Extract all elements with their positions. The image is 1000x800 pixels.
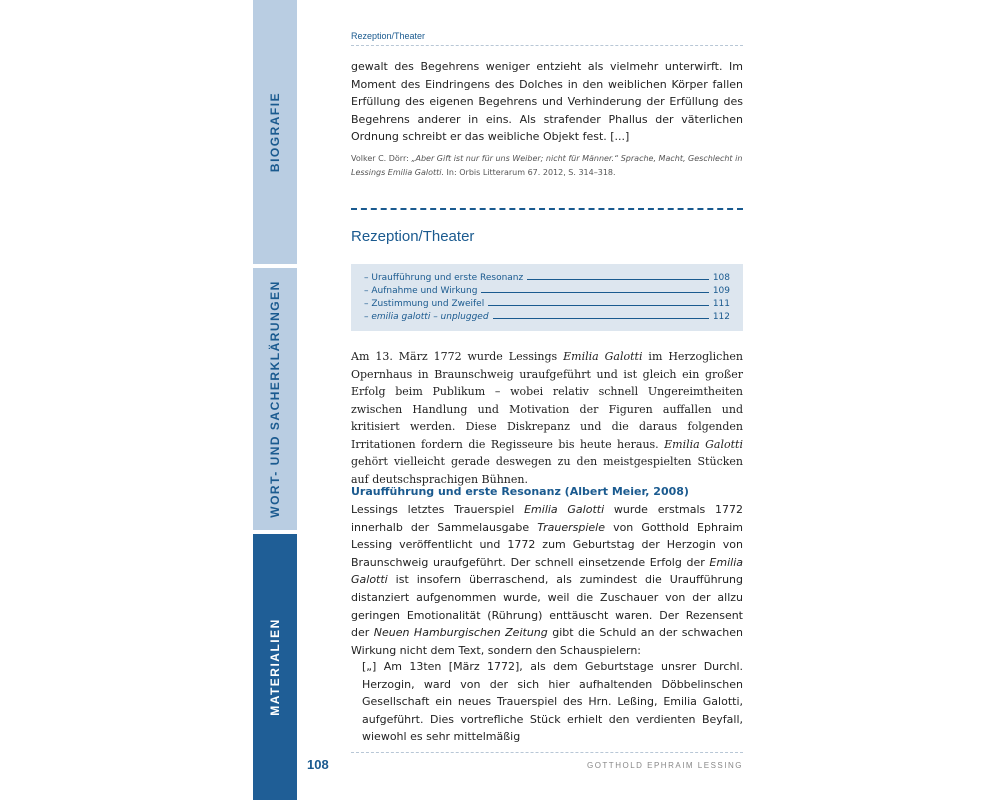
toc-item[interactable] <box>364 296 730 309</box>
intro-text: gehört vielleicht gerade deswegen zu den meistgespielten Stücken auf deutschsprachigen Bühnen. <box>351 455 743 486</box>
body-text: wurde erstmals 1772 innerhalb der Sammelausgabe <box>351 503 744 534</box>
citation-title: „Aber Gift ist nur für uns Weiber; nicht für Männer.“ Sprache, Macht, Geschlecht in Lessings Emilia Galotti. <box>351 154 743 177</box>
block-quote: [„] Am 13ten [März 1772], als dem Geburtstage unsrer Durchl. Herzogin, ward von der sich hier aufhaltenden Döbbelinschen Gesellschaft ein neues Trauerspiel des Hrn. Leßing, Emilia Galotti, aufgeführt. Dies vortrefliche Stück erhielt den verdienten Beyfall, wiewohl es sehr mittelmäßig <box>362 660 743 744</box>
body-italic: Emilia Galotti <box>524 503 605 516</box>
section-divider <box>351 208 743 210</box>
intro-text: Am 13. März 1772 wurde Lessings <box>351 350 564 363</box>
tab-materialien[interactable] <box>253 534 297 800</box>
tab-materialien-label: MATERIALIEN <box>268 618 283 716</box>
toc-item[interactable] <box>364 270 730 283</box>
citation-source: In: Orbis Litterarum 67. 2012, S. 314–318. <box>444 167 616 177</box>
toc-item-page: 111 <box>712 299 730 309</box>
body-italic: Neuen Hamburgischen Zeitung <box>373 626 548 640</box>
toc-item-page: 108 <box>712 273 730 283</box>
toc-item[interactable] <box>364 309 730 322</box>
header-divider <box>351 45 743 46</box>
footer-divider <box>351 752 743 753</box>
intro-text: im Herzoglichen Opernhaus in Braunschweig uraufgeführt und ist gleich ein großer Erfolg beim Publikum – wobei relativ schnell Ungereimtheiten zwischen Handlung und Motivation der Figuren auffallen und kritisiert werden. Diese Diskrepanz und die daraus folgenden Irritationen fordern die Regisseure bis heute heraus. <box>351 350 744 451</box>
intro-title: Emilia Galotti <box>664 437 743 451</box>
toc-leader <box>481 292 708 293</box>
intro-title: Emilia Galotti <box>563 350 643 363</box>
page-number: 108 <box>307 757 329 772</box>
body-italic: Trauerspiele <box>537 520 605 534</box>
quote-text: gewalt des Begehrens weniger entzieht als vielmehr unterwirft. Im Moment des Eindringens des Dolches in den weiblichen Körper fallen Erfüllung des eigenen Begehrens und Verhinderung der Erfüllung des Begehrens anderer in eins. Als strafender Phallus der väterlichen Ordnung schreibt er das weibliche Objekt fest. [...] <box>351 60 743 144</box>
toc-item-page: 109 <box>712 286 730 296</box>
tab-wort-und-sacherklaerungen[interactable] <box>253 268 297 530</box>
running-head: Rezeption/Theater <box>351 31 426 41</box>
toc-leader <box>493 318 709 319</box>
tab-biografie[interactable] <box>253 0 297 264</box>
toc-item[interactable] <box>364 283 730 296</box>
toc-item-label: – Aufnahme und Wirkung <box>364 286 478 296</box>
tab-wort-label: WORT- UND SACHERKLÄRUNGEN <box>268 280 282 518</box>
toc-item-label: – Uraufführung und erste Resonanz <box>364 273 524 283</box>
citation-author: Volker C. Dörr: <box>351 154 412 163</box>
body-paragraph <box>351 501 743 659</box>
intro-paragraph <box>351 348 743 488</box>
toc-item-label: – Zustimmung und Zweifel <box>364 299 485 309</box>
toc-leader <box>527 279 709 280</box>
toc-item-label: – emilia galotti – unplugged <box>364 312 489 322</box>
subsection-heading: Uraufführung und erste Resonanz (Albert Meier, 2008) <box>351 485 689 498</box>
footer-author: GOTTHOLD EPHRAIM LESSING <box>586 761 743 770</box>
body-italic: Emilia Galotti <box>351 555 743 587</box>
toc-item-page: 112 <box>712 312 730 322</box>
citation <box>351 152 743 179</box>
body-text: Lessings letztes Trauerspiel <box>351 503 525 516</box>
table-of-contents <box>351 264 743 331</box>
toc-leader <box>488 305 709 306</box>
body-text: ist insofern überraschend, als zumindest die Uraufführung distanziert aufgenommen wurde, weil die Zuschauer von der allzu geringen Emotionalität (Rührung) enttäuscht waren. Der Rezensent der <box>351 573 743 640</box>
section-title: Rezeption/Theater <box>351 228 475 245</box>
body-text: gibt die Schuld an der schwachen Wirkung nicht dem Text, sondern den Schauspielern: <box>351 626 743 657</box>
body-text: von Gotthold Ephraim Lessing veröffentlicht und 1772 zum Geburtstag der Herzogin von Braunschweig uraufgeführt. Der schnell einsetzende Erfolg der <box>351 520 743 569</box>
tab-biografie-label: BIOGRAFIE <box>268 91 283 173</box>
